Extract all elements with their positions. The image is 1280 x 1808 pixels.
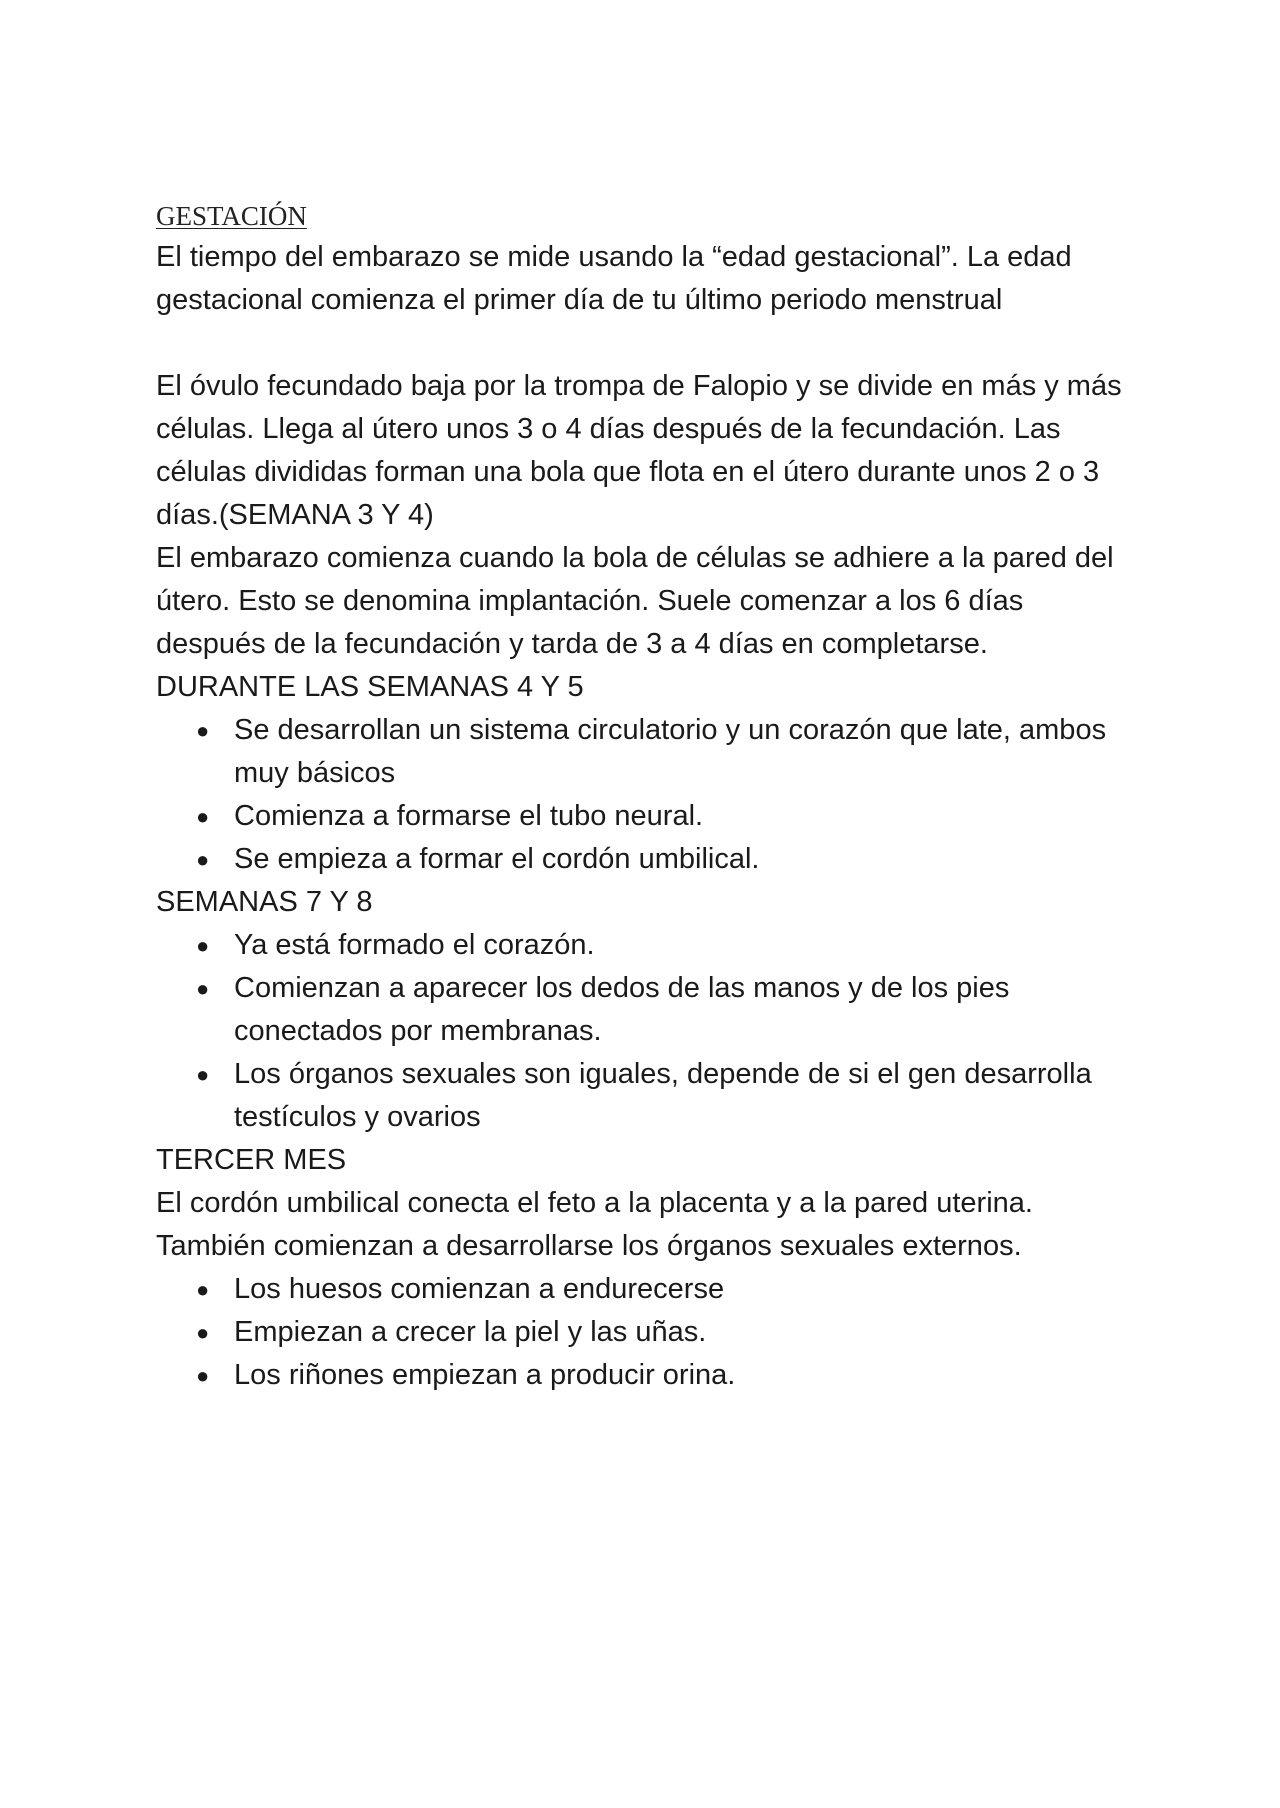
bullet-icon: ●	[196, 1363, 210, 1388]
bullet-icon: ●	[196, 804, 210, 829]
bullet-icon: ●	[196, 1062, 210, 1087]
bullet-list-weeks-7-8	[156, 924, 1136, 1139]
implantation-paragraph: El embarazo comienza cuando la bola de células se adhiere a la pared del útero. Esto se denomina implantación. Suele comenzar a los 6 días después de la fecundación y tarda de 3 a 4 días en completarse.	[156, 542, 1114, 660]
list-item	[196, 709, 1136, 795]
document-title: GESTACIÓN	[156, 201, 307, 231]
list-item	[196, 1354, 1136, 1397]
list-item-text: Comienzan a aparecer los dedos de las manos y de los pies conectados por membranas.	[234, 972, 1010, 1047]
list-item-text: Ya está formado el corazón.	[234, 929, 595, 961]
list-item	[196, 1268, 1136, 1311]
bullet-icon: ●	[196, 1277, 210, 1302]
list-item	[196, 967, 1136, 1053]
blank-line	[156, 322, 1136, 365]
fertilization-paragraph: El óvulo fecundado baja por la trompa de Falopio y se divide en más y más células. Llega al útero unos 3 o 4 días después de la fecundación. Las células divididas forman una bola que flota en el útero durante unos 2 o 3 días.(SEMANA 3 Y 4)	[156, 370, 1122, 531]
intro-paragraph: El tiempo del embarazo se mide usando la “edad gestacional”. La edad gestacional comienza el primer día de tu último periodo menstrual	[156, 241, 1072, 316]
bullet-icon: ●	[196, 847, 210, 872]
list-item-text: Se desarrollan un sistema circulatorio y un corazón que late, ambos muy básicos	[234, 714, 1107, 789]
section-heading-weeks-7-8: SEMANAS 7 Y 8	[156, 886, 373, 918]
document-page	[156, 196, 1136, 1397]
bullet-icon: ●	[196, 976, 210, 1001]
third-month-paragraph: El cordón umbilical conecta el feto a la placenta y a la pared uterina. También comienzan a desarrollarse los órganos sexuales externos.	[156, 1187, 1033, 1262]
list-item-text: Comienza a formarse el tubo neural.	[234, 800, 704, 832]
bullet-icon: ●	[196, 718, 210, 743]
list-item	[196, 1053, 1136, 1139]
bullet-list-weeks-4-5	[156, 709, 1136, 881]
section-heading-third-month: TERCER MES	[156, 1144, 347, 1176]
bullet-list-third-month	[156, 1268, 1136, 1397]
section-heading-weeks-4-5: DURANTE LAS SEMANAS 4 Y 5	[156, 671, 584, 703]
list-item-text: Los huesos comienzan a endurecerse	[234, 1273, 725, 1305]
bullet-icon: ●	[196, 933, 210, 958]
list-item-text: Se empieza a formar el cordón umbilical.	[234, 843, 760, 875]
list-item-text: Los riñones empiezan a producir orina.	[234, 1359, 736, 1391]
list-item-text: Los órganos sexuales son iguales, depende de si el gen desarrolla testículos y ovarios	[234, 1058, 1092, 1133]
list-item-text: Empiezan a crecer la piel y las uñas.	[234, 1316, 707, 1348]
list-item	[196, 838, 1136, 881]
list-item	[196, 1311, 1136, 1354]
list-item	[196, 924, 1136, 967]
list-item	[196, 795, 1136, 838]
bullet-icon: ●	[196, 1320, 210, 1345]
